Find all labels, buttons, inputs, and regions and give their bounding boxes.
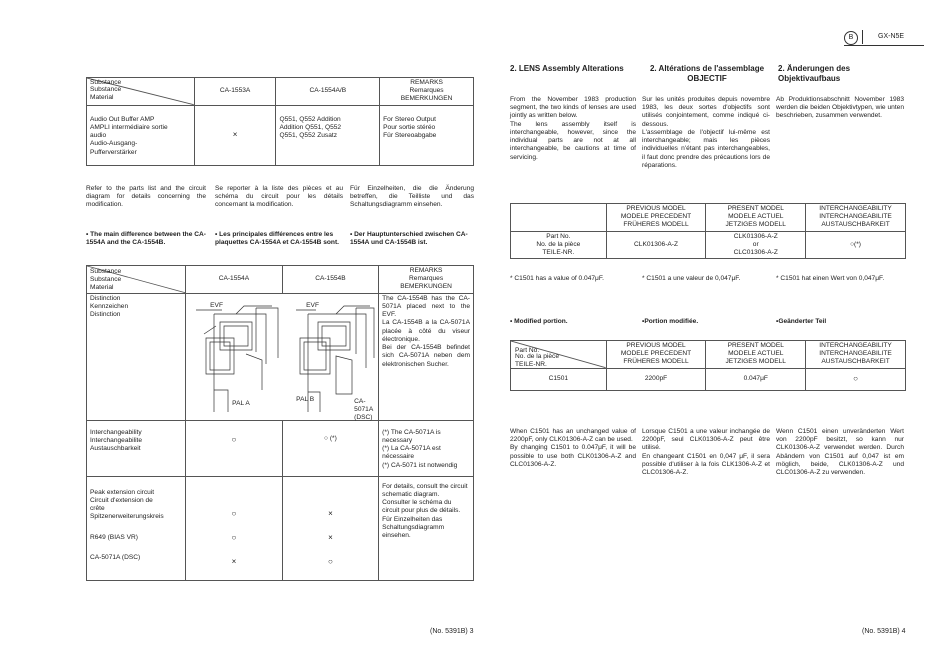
bottom-para-en: When C1501 has an unchanged value of 2200pF, only CLK01306-A-Z can be used. By changing C1501 to 0.047μF, it will be possible to use both CLK01306-A-Z and CLC01306-A-Z. xyxy=(510,428,636,468)
col-header-remarks: REMARKS Remarques BEMERKUNGEN xyxy=(379,266,474,294)
footer-page-left: (No. 5391B) 3 xyxy=(430,628,474,635)
row-interchangeability: ○ xyxy=(806,368,906,390)
label-pal-a: PAL A xyxy=(232,399,250,407)
bottom-para-fr: Lorsque C1501 a une valeur inchangée de 2200pF, seul CLK01306-A-Z peut être utilisé. En changeant C1501 en 0,047 μF, il sera possible d'utiliser à la fois CLK1306-A-Z et CLC01306-A-Z. xyxy=(642,428,770,477)
table-c1501-change xyxy=(510,340,906,391)
main-difference-fr: • Les principales différences entre les plaquettes CA-1554A et CA-1554B sont. xyxy=(215,231,339,247)
col-header-2: CA-1554A/B xyxy=(276,78,380,106)
header-part-no: Part No. xyxy=(515,347,540,354)
row-distinction-label: Distinction Kennzeichen Distinction xyxy=(87,293,186,420)
r649-value-1: ○ xyxy=(231,532,237,542)
label-ca5071a: CA-5071A (DSC) xyxy=(354,397,374,422)
label-pal-b: PAL B xyxy=(296,395,315,403)
col-interchangeability: INTERCHANGEABILITY INTERCHANGEABILITE AUSTAUSCHBARKEIT xyxy=(806,341,906,369)
revision-badge: B xyxy=(844,31,858,45)
main-difference-de: • Der Hauptunterschied zwischen CA-1554A und CA-1554B ist. xyxy=(350,231,468,247)
row-previous: 2200pF xyxy=(606,368,706,390)
row-part: C1501 xyxy=(511,368,607,390)
col-header-1: CA-1553A xyxy=(194,78,276,106)
row-interchangeability-value: ○(*) xyxy=(806,231,906,259)
blank-header-cell xyxy=(511,204,607,232)
r649-label: R649 (BIAS VR) xyxy=(90,533,139,541)
section-para-en: From the November 1983 production segment, the two kinds of lenses are used jointly as written below. The lens assembly itself is interchangeable, however, since the individual parts are not at all interchangeable, be cautions at time of servicing. xyxy=(510,96,636,161)
label-evf-b: EVF xyxy=(306,301,319,309)
row-distinction-remarks: The CA-1554B has the CA-5071A placed next to the EVF. La CA-1554B a la CA-5071A placée à côté du viseur électronique. Bei der CA-1554B befindet sich CA-5071A neben dem elektronischen Sucher. xyxy=(379,293,474,420)
section-para-fr: Sur les unités produites depuis novembre 1983, les deux sortes d'objectifs sont utilisés conjointement, comme indiqué ci-dessous. L'assemblage de l'objectif lui-même est interchangeable; mais les pièces individuelles n'étant pas interchangeables, il faut donc prendre des précautions lors de réparations. xyxy=(642,96,770,169)
bullet: • xyxy=(510,318,515,325)
col-present-model: PRESENT MODEL MODELE ACTUEL JETZIGES MODELL xyxy=(706,204,806,232)
modified-portion-de: •Geänderter Teil xyxy=(776,318,827,325)
row-value-2: Q551, Q552 Addition Addition Q551, Q552 Q551, Q552 Zusatz xyxy=(276,105,380,165)
row-label: Audio Out Buffer AMP AMPLI intermédiaire sortie audio Audio-Ausgang- Pufferverstärker xyxy=(87,105,195,165)
peak-extension-label: Peak extension circuit Circuit d'extension de crête Spitzenerweiterungskreis xyxy=(90,488,164,521)
row-previous-value: CLK01306-A-Z xyxy=(606,231,706,259)
row-features-2 xyxy=(282,476,379,580)
note-de: * C1501 hat einen Wert von 0,047μF. xyxy=(776,275,885,282)
col-header-1: CA-1554A xyxy=(186,266,283,294)
header-material: Substance Material xyxy=(90,86,122,102)
bullet: • xyxy=(350,231,355,238)
bottom-para-de: Wenn C1501 einen unveränderten Wert von 2200pF besitzt, so kann nur CLK01306-A-Z verwendet werden. Durch Abändern von C1501 auf 0,047 ist em möglich, beide, CLK01306-A-Z und CLC01306-A-Z zu verwenden. xyxy=(776,428,904,477)
col-header-2: CA-1554B xyxy=(282,266,379,294)
note-en: * C1501 has a value of 0.047μF. xyxy=(510,275,604,282)
refer-fr: Se reporter à la liste des pièces et au schéma du circuit pour les détails concernant la modification. xyxy=(215,185,343,209)
footer-page-right: (No. 5391B) 4 xyxy=(862,628,906,635)
table-ca1554-differences xyxy=(86,265,474,581)
header-part-cell xyxy=(511,341,607,369)
modified-portion-en: • Modified portion. xyxy=(510,318,568,325)
header-substance: Substance xyxy=(90,268,122,275)
header-material: Substance Material xyxy=(90,276,122,292)
row-features-label xyxy=(87,476,186,580)
header-divider xyxy=(862,30,863,44)
peak-extension-value-2: × xyxy=(328,508,333,518)
note-fr: * C1501 a une valeur de 0,047μF. xyxy=(642,275,741,282)
table-lens-part-numbers xyxy=(510,203,906,259)
section-title-de: 2. Änderungen des Objektivaufbaus xyxy=(778,64,851,83)
row-value-1: × xyxy=(194,105,276,165)
row-present: 0.047μF xyxy=(706,368,806,390)
r649-value-2: × xyxy=(328,532,333,542)
bullet: • xyxy=(642,318,645,325)
header-rule xyxy=(844,45,924,46)
distinction-illustration-cell xyxy=(186,293,379,420)
section-title-en: 2. LENS Assembly Alterations xyxy=(510,64,624,73)
header-substance-cell xyxy=(87,78,195,106)
ca5071a-value-1: × xyxy=(231,556,237,566)
row-part-no-label: Part No. No. de la pièce TEILE-NR. xyxy=(511,231,607,259)
bullet: • xyxy=(776,318,779,325)
row-interchangeability-remarks: (*) The CA-5071A is necessary (*) La CA-5071A est nécessaire (*) CA-5071 ist notwendig xyxy=(379,420,474,476)
model-number: GX-N5E xyxy=(878,33,905,40)
section-para-de: Ab Produktionsabschnitt November 1983 werden die beiden Objektivtypen, wie unten beschrieben, zusammen verwendet. xyxy=(776,96,904,120)
header-part-no-2: No. de la pièce TEILE-NR. xyxy=(515,353,559,369)
ca5071a-value-2: ○ xyxy=(327,556,333,566)
refer-en: Refer to the parts list and the circuit diagram for details concerning the modification. xyxy=(86,185,206,209)
label-evf-a: EVF xyxy=(210,301,223,309)
bullet: • xyxy=(86,231,91,238)
main-difference-en: • The main difference between the CA-1554A and the CA-1554B. xyxy=(86,231,206,247)
col-previous-model: PREVIOUS MODEL MODELE PRECEDENT FRÜHERES MODELL xyxy=(606,204,706,232)
row-interchangeability-2: ○ (*) xyxy=(282,420,379,476)
row-remarks: For Stereo Output Pour sortie stéréo Für Stereoabgabe xyxy=(380,105,474,165)
header-substance-cell xyxy=(87,266,186,294)
header-substance: Substance xyxy=(90,79,122,86)
col-header-remarks: REMARKS Remarques BEMERKUNGEN xyxy=(380,78,474,106)
table-audio-buffer xyxy=(86,77,474,166)
board-illustration xyxy=(186,294,378,420)
peak-extension-value-1: ○ xyxy=(231,508,237,518)
ca5071a-dsc-label: CA-5071A (DSC) xyxy=(90,553,141,561)
row-present-value: CLK01306-A-Z or CLC01306-A-Z xyxy=(706,231,806,259)
col-interchangeability: INTERCHANGEABILITY INTERCHANGEABILITE AUSTAUSCHBARKEIT xyxy=(806,204,906,232)
refer-de: Für Einzelheiten, die die Änderung betreffen, die Teilliste und das Schaltungsdiagramm einsehen. xyxy=(350,185,474,209)
row-features-remarks: For details, consult the circuit schematic diagram. Consulter le schéma du circuit pour plus de détails. Für Einzelheiten das Schaltungsdiagramm einsehen. xyxy=(379,476,474,580)
section-title-fr: 2. Altérations de l'assemblage OBJECTIF xyxy=(649,64,765,83)
col-present-model: PRESENT MODEL MODELE ACTUEL JETZIGES MODELL xyxy=(706,341,806,369)
row-interchangeability-label: Interchangeability Interchangeabilite Austauschbarkeit xyxy=(87,420,186,476)
row-interchangeability-1: ○ xyxy=(186,420,283,476)
col-previous-model: PREVIOUS MODEL MODELE PRECEDENT FRÜHERES MODELL xyxy=(606,341,706,369)
row-features-1 xyxy=(186,476,283,580)
bullet: • xyxy=(215,231,220,238)
modified-portion-fr: •Portion modifiée. xyxy=(642,318,699,325)
